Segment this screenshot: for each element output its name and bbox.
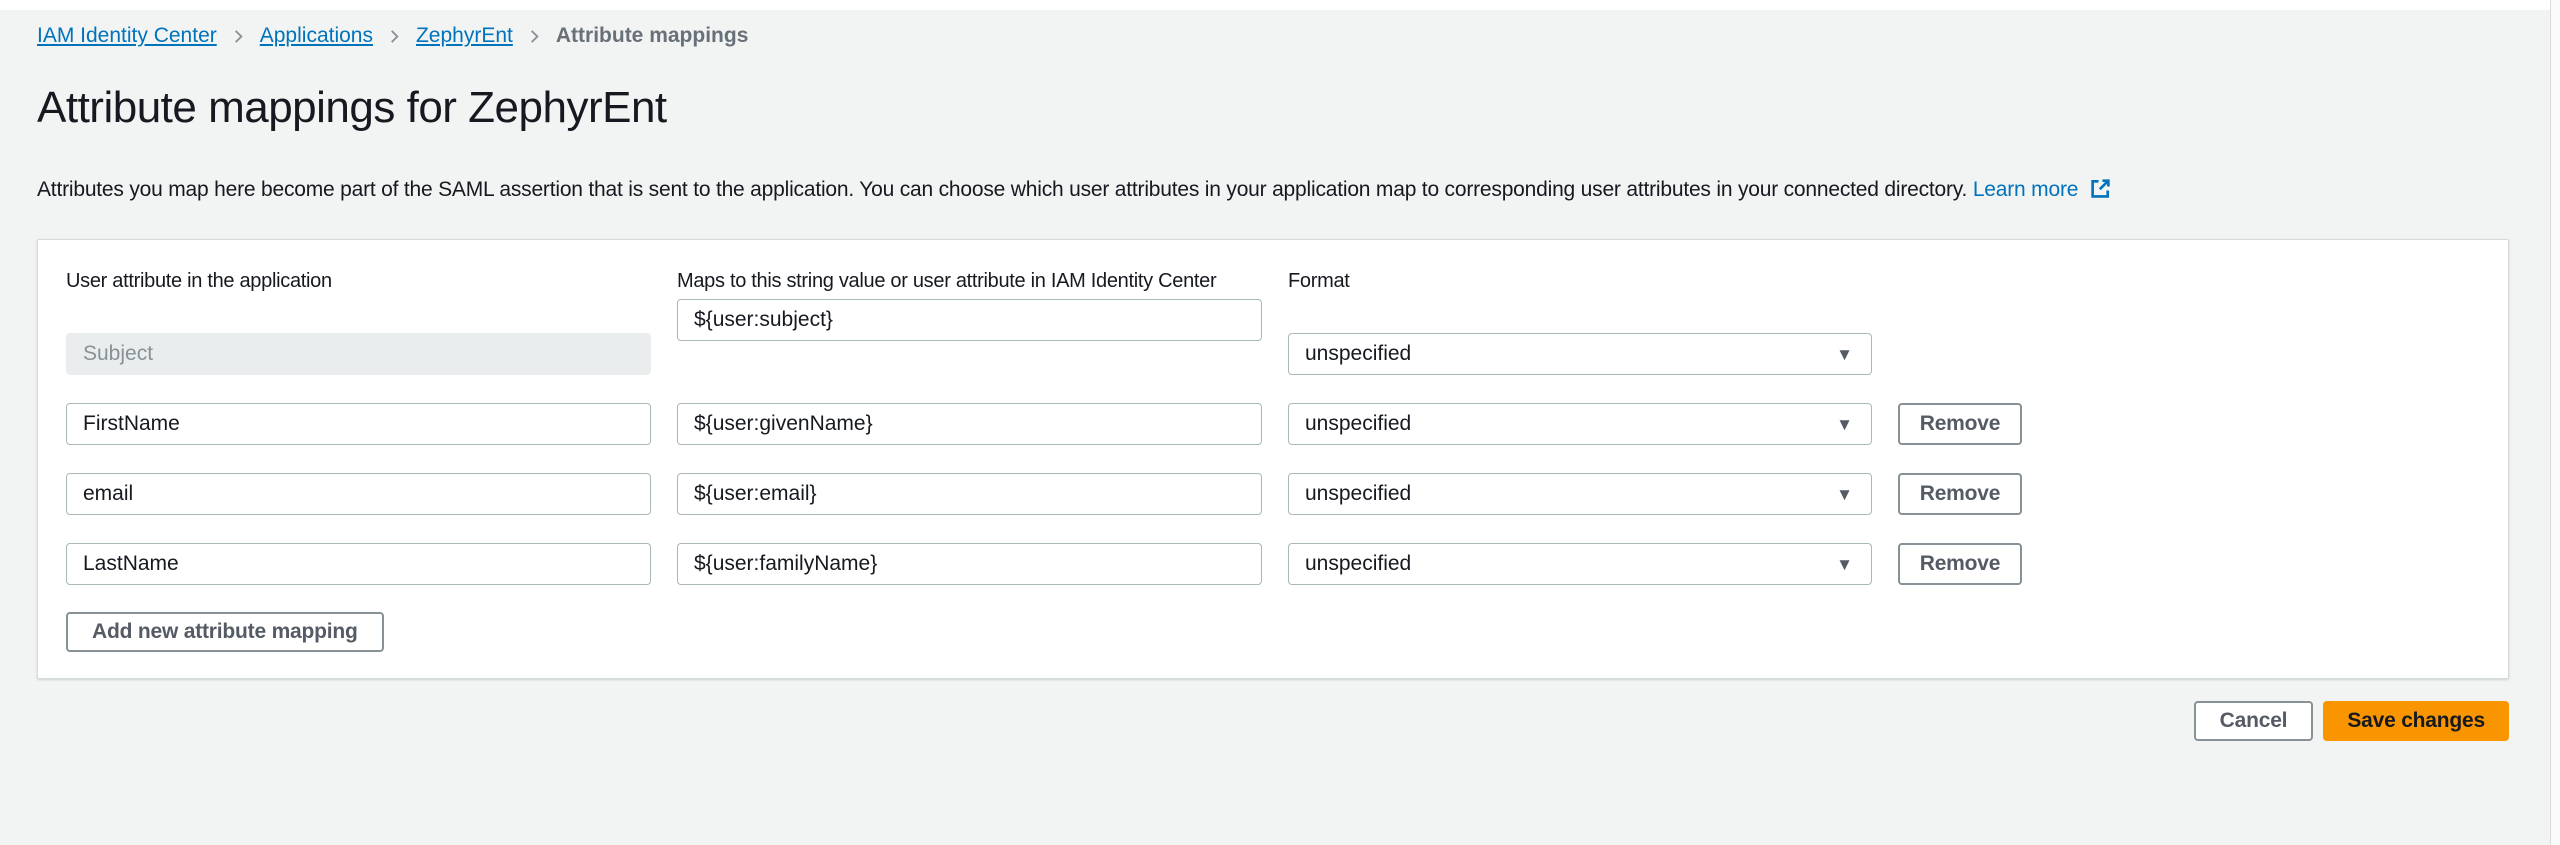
column-header-maps-to: Maps to this string value or user attribute in IAM Identity Center bbox=[677, 270, 1217, 292]
save-changes-button[interactable]: Save changes bbox=[2323, 701, 2509, 741]
mapping-row bbox=[66, 543, 2480, 585]
maps-to-input[interactable] bbox=[677, 403, 1262, 445]
chevron-down-icon: ▼ bbox=[1836, 554, 1853, 574]
breadcrumb-link-applications[interactable]: Applications bbox=[259, 24, 373, 47]
maps-to-input[interactable] bbox=[677, 473, 1262, 515]
column-headers bbox=[66, 268, 2480, 294]
chevron-down-icon: ▼ bbox=[1836, 484, 1853, 504]
format-select[interactable] bbox=[1288, 403, 1872, 445]
page-title: Attribute mappings for ZephyrEnt bbox=[37, 83, 667, 132]
attribute-mappings-card bbox=[37, 239, 2509, 679]
app-attribute-input[interactable] bbox=[66, 543, 651, 585]
maps-to-input[interactable] bbox=[677, 543, 1262, 585]
description-text: Attributes you map here become part of the SAML assertion that is sent to the application. You can choose which user attributes in your application map to corresponding user attributes in your connected directory. bbox=[37, 178, 1968, 201]
remove-button[interactable]: Remove bbox=[1898, 403, 2022, 445]
app-attribute-input[interactable] bbox=[66, 473, 651, 515]
format-select[interactable] bbox=[1288, 473, 1872, 515]
breadcrumb bbox=[37, 24, 2508, 48]
format-select-value: unspecified bbox=[1305, 482, 1412, 505]
subject-field bbox=[66, 333, 651, 375]
breadcrumb-link-iam-identity-center[interactable]: IAM Identity Center bbox=[37, 24, 217, 47]
app-attribute-input[interactable] bbox=[66, 403, 651, 445]
column-header-app-attribute: User attribute in the application bbox=[66, 270, 332, 292]
breadcrumb-current: Attribute mappings bbox=[555, 24, 749, 47]
maps-to-input[interactable] bbox=[677, 299, 1262, 341]
chevron-right-icon bbox=[387, 29, 402, 44]
format-select-value: unspecified bbox=[1305, 342, 1412, 365]
mapping-row bbox=[66, 299, 2480, 375]
mapping-row bbox=[66, 473, 2480, 515]
format-select[interactable] bbox=[1288, 543, 1872, 585]
form-actions bbox=[37, 701, 2509, 741]
learn-more-link[interactable]: Learn more bbox=[1972, 178, 2079, 201]
chevron-right-icon bbox=[231, 29, 246, 44]
mapping-row bbox=[66, 403, 2480, 445]
page-content bbox=[0, 10, 2560, 741]
external-link-icon bbox=[2090, 178, 2111, 205]
column-header-format: Format bbox=[1288, 270, 1350, 292]
page-description bbox=[37, 178, 2508, 205]
remove-button[interactable]: Remove bbox=[1898, 473, 2022, 515]
cancel-button[interactable]: Cancel bbox=[2194, 701, 2314, 741]
chevron-right-icon bbox=[527, 29, 542, 44]
chevron-down-icon: ▼ bbox=[1836, 344, 1853, 364]
vertical-scrollbar[interactable] bbox=[2550, 0, 2560, 845]
format-select-value: unspecified bbox=[1305, 552, 1412, 575]
format-select[interactable] bbox=[1288, 333, 1872, 375]
add-mapping-button[interactable]: Add new attribute mapping bbox=[66, 612, 384, 652]
breadcrumb-link-zephyrent[interactable]: ZephyrEnt bbox=[415, 24, 513, 47]
format-select-value: unspecified bbox=[1305, 412, 1412, 435]
console-header-edge bbox=[0, 0, 2560, 10]
chevron-down-icon: ▼ bbox=[1836, 414, 1853, 434]
remove-button[interactable]: Remove bbox=[1898, 543, 2022, 585]
